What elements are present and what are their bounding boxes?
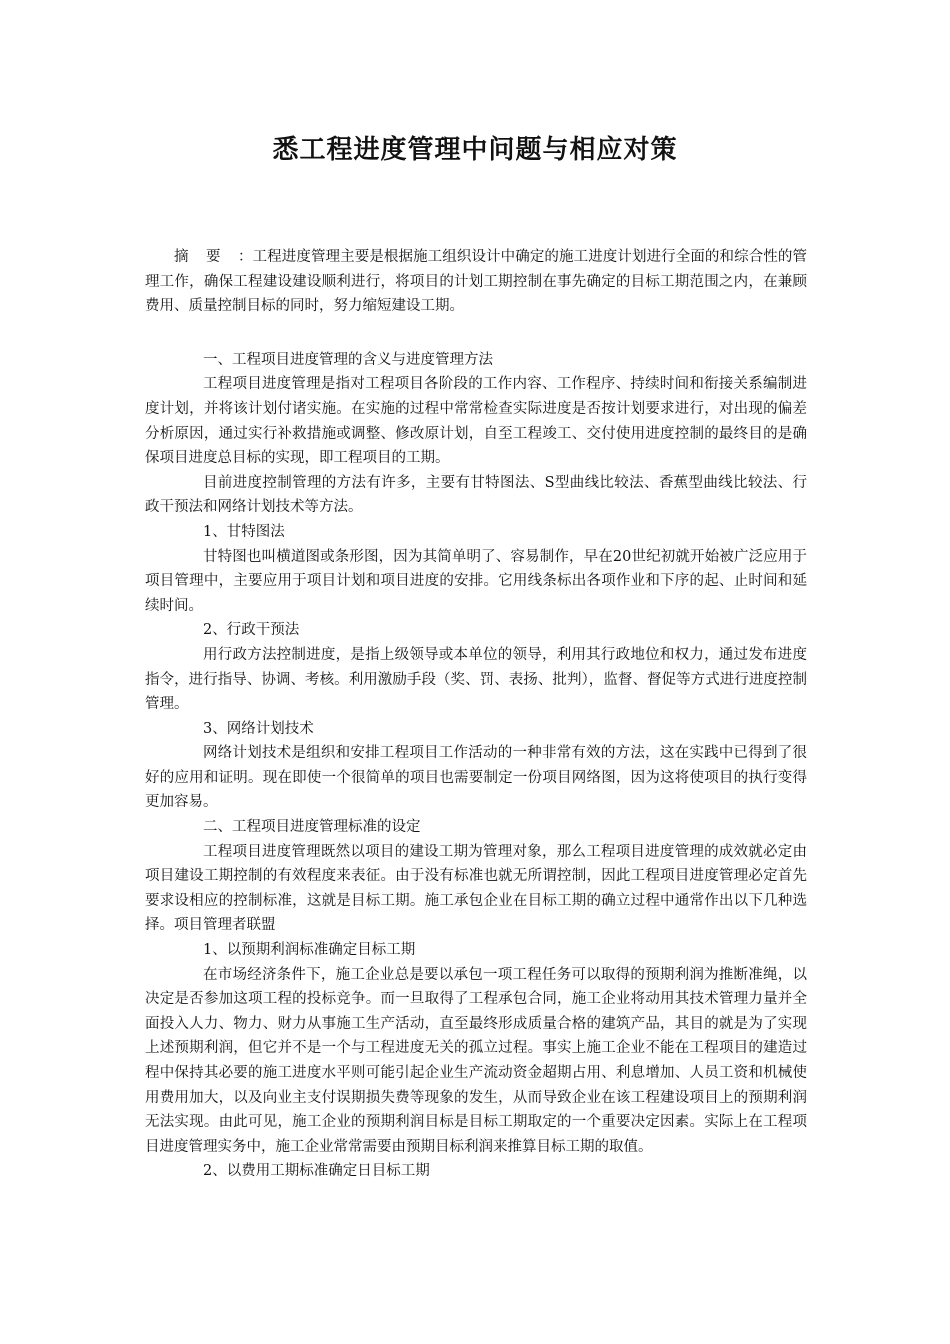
section-heading: 1、以预期利润标准确定目标工期	[203, 942, 416, 959]
section-heading: 2、以费用工期标准确定日目标工期	[203, 1163, 430, 1180]
body-paragraph: 用行政方法控制进度，是指上级领导或本单位的领导，利用其行政地位和权力，通过发布进度指令，进行指导、协调、考核。利用激励手段（奖、罚、表扬、批判），监督、督促等方式进行进度控制管理。	[145, 646, 807, 713]
body-paragraph: 甘特图也叫横道图或条形图，因为其简单明了、容易制作，早在20世纪初就开始被广泛应用于项目管理中，主要应用于项目计划和项目进度的安排。它用线条标出各项作业和下序的起、止时间和延续时间。	[145, 548, 807, 614]
section-heading: 3、网络计划技术	[203, 720, 314, 737]
section-heading: 一、工程项目进度管理的含义与进度管理方法	[203, 351, 493, 368]
abstract-paragraph	[145, 245, 807, 319]
body-paragraph: 在市场经济条件下，施工企业总是要以承包一项工程任务可以取得的预期利润为推断准绳，以决定是否参加这项工程的投标竞争。而一旦取得了工程承包合同，施工企业将动用其技术管理力量并全面投入人力、物力、财力从事施工生产活动，直至最终形成质量合格的建筑产品，其目的就是为了实现上述预期利润，但它并不是一个与工程进度无关的孤立过程。事实上施工企业不能在工程项目的建造过程中保持其必要的施工进度水平则可能引起企业生产流动资金超期占用、利息增加、人员工资和机械使用费用加大，以及向业主支付误期损失费等现象的发生，从而导致企业在该工程建设项目上的预期利润无法实现。由此可见，施工企业的预期利润目标是目标工期取定的一个重要决定因素。实际上在工程项目进度管理实务中，施工企业常常需要由预期目标利润来推算目标工期的取值。	[145, 966, 807, 1155]
abstract-text: ：工程进度管理主要是根据施工组织设计中确定的施工进度计划进行全面的和综合性的管理工作，确保工程建设建设顺利进行，将项目的计划工期控制在事先确定的目标工期范围之内，在兼顾费用、质量控制目标的同时，努力缩短建设工期。	[145, 249, 807, 315]
section-heading: 二、工程项目进度管理标准的设定	[203, 819, 421, 836]
body-paragraph: 目前进度控制管理的方法有许多，主要有甘特图法、S型曲线比较法、香蕉型曲线比较法、行政干预法和网络计划技术等方法。	[145, 474, 807, 516]
body-paragraph: 工程项目进度管理是指对工程项目各阶段的工作内容、工作程序、持续时间和衔接关系编制进度计划，并将该计划付诸实施。在实施的过程中常常检查实际进度是否按计划要求进行，对出现的偏差分析原因，通过实行补救措施或调整、修改原计划，自至工程竣工、交付使用进度控制的最终目的是确保项目进度总目标的实现，即工程项目的工期。	[145, 376, 807, 467]
paragraph-list	[145, 348, 807, 1184]
document-body	[145, 245, 807, 1184]
section-heading: 2、行政干预法	[203, 622, 300, 639]
section-heading: 1、甘特图法	[203, 523, 285, 540]
abstract-label: 摘要	[174, 249, 238, 265]
body-paragraph: 网络计划技术是组织和安排工程项目工作活动的一种非常有效的方法，这在实践中已得到了很好的应用和证明。现在即使一个很简单的项目也需要制定一份项目网络图，因为这将使项目的执行变得更加容易。	[145, 745, 807, 811]
document-title: 悉工程进度管理中问题与相应对策	[272, 135, 678, 165]
body-paragraph: 工程项目进度管理既然以项目的建设工期为管理对象，那么工程项目进度管理的成效就必定由项目建设工期控制的有效程度来表征。由于没有标准也就无所谓控制，因此工程项目进度管理必定首先要求设相应的控制标准，这就是目标工期。施工承包企业在目标工期的确立过程中通常作出以下几种选择。项目管理者联盟	[145, 843, 807, 934]
